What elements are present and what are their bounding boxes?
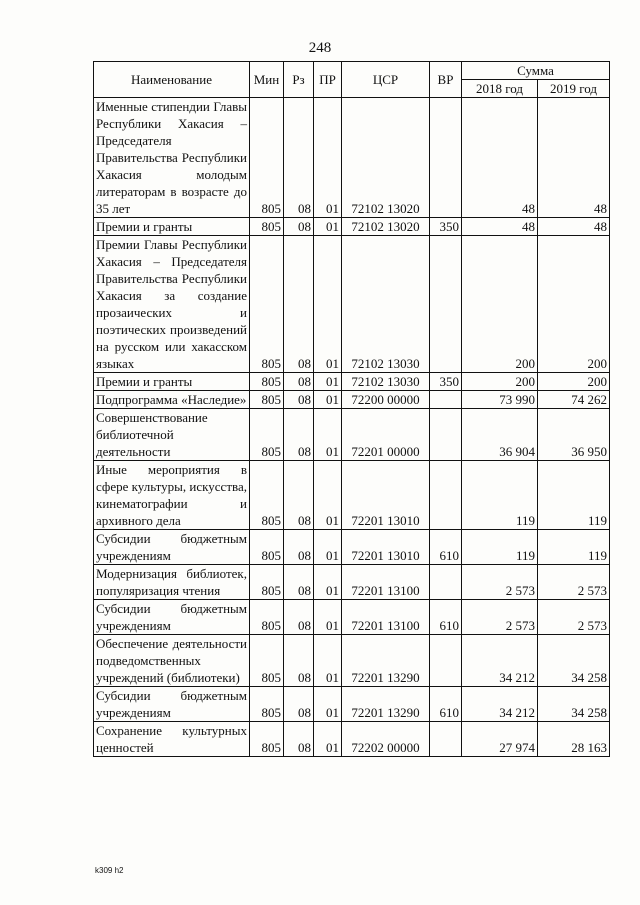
cell-csr: 72200 00000	[342, 391, 430, 409]
cell-rz: 08	[284, 722, 314, 757]
header-min: Мин	[250, 62, 284, 98]
cell-name: Обеспечение деятельности подведомственных учреждений (библиотеки)	[94, 635, 250, 687]
cell-pr: 01	[314, 687, 342, 722]
cell-y2018: 48	[462, 218, 538, 236]
cell-y2019: 28 163	[538, 722, 610, 757]
cell-name: Субсидии бюджетным учреждениям	[94, 687, 250, 722]
cell-y2018: 73 990	[462, 391, 538, 409]
table-row	[94, 98, 610, 218]
cell-y2019: 36 950	[538, 409, 610, 461]
cell-min: 805	[250, 600, 284, 635]
header-pr: ПР	[314, 62, 342, 98]
cell-rz: 08	[284, 565, 314, 600]
cell-y2018: 2 573	[462, 600, 538, 635]
header-rz: Рз	[284, 62, 314, 98]
cell-csr: 72201 13100	[342, 565, 430, 600]
cell-name: Субсидии бюджетным учреждениям	[94, 600, 250, 635]
cell-csr: 72201 13100	[342, 600, 430, 635]
cell-y2019: 34 258	[538, 635, 610, 687]
cell-csr: 72201 00000	[342, 409, 430, 461]
cell-vr: 610	[430, 600, 462, 635]
cell-name: Иные мероприятия в сфере культуры, искусства, кинематографии и архивного дела	[94, 461, 250, 530]
table-row	[94, 236, 610, 373]
cell-min: 805	[250, 461, 284, 530]
cell-min: 805	[250, 391, 284, 409]
cell-vr: 350	[430, 218, 462, 236]
cell-name: Именные стипендии Главы Республики Хакасия – Председателя Правительства Республики Хакасия молодым литераторам в возрасте до 35 лет	[94, 98, 250, 218]
cell-y2019: 119	[538, 461, 610, 530]
cell-name: Подпрограмма «Наследие»	[94, 391, 250, 409]
cell-min: 805	[250, 218, 284, 236]
cell-rz: 08	[284, 373, 314, 391]
cell-min: 805	[250, 98, 284, 218]
table-row	[94, 565, 610, 600]
cell-min: 805	[250, 687, 284, 722]
header-2018: 2018 год	[462, 80, 538, 98]
cell-vr: 350	[430, 373, 462, 391]
header-name: Наименование	[94, 62, 250, 98]
cell-rz: 08	[284, 461, 314, 530]
cell-y2019: 200	[538, 236, 610, 373]
cell-y2018: 119	[462, 461, 538, 530]
cell-vr	[430, 98, 462, 218]
cell-min: 805	[250, 530, 284, 565]
cell-csr: 72201 13290	[342, 635, 430, 687]
cell-rz: 08	[284, 530, 314, 565]
cell-csr: 72102 13030	[342, 373, 430, 391]
cell-rz: 08	[284, 635, 314, 687]
cell-min: 805	[250, 409, 284, 461]
cell-pr: 01	[314, 461, 342, 530]
cell-pr: 01	[314, 218, 342, 236]
cell-vr: 610	[430, 530, 462, 565]
cell-y2019: 2 573	[538, 600, 610, 635]
cell-rz: 08	[284, 409, 314, 461]
cell-csr: 72102 13020	[342, 98, 430, 218]
header-vr: ВР	[430, 62, 462, 98]
table-row	[94, 391, 610, 409]
cell-vr	[430, 409, 462, 461]
cell-vr	[430, 635, 462, 687]
cell-rz: 08	[284, 218, 314, 236]
cell-pr: 01	[314, 722, 342, 757]
cell-name: Сохранение культурных ценностей	[94, 722, 250, 757]
cell-y2019: 34 258	[538, 687, 610, 722]
cell-name: Премии и гранты	[94, 218, 250, 236]
cell-vr	[430, 722, 462, 757]
cell-vr	[430, 461, 462, 530]
cell-name: Субсидии бюджетным учреждениям	[94, 530, 250, 565]
cell-y2018: 48	[462, 98, 538, 218]
cell-csr: 72202 00000	[342, 722, 430, 757]
cell-csr: 72102 13030	[342, 236, 430, 373]
table-row	[94, 461, 610, 530]
cell-y2018: 119	[462, 530, 538, 565]
header-csr: ЦСР	[342, 62, 430, 98]
cell-csr: 72201 13010	[342, 461, 430, 530]
cell-min: 805	[250, 635, 284, 687]
cell-pr: 01	[314, 98, 342, 218]
table-row	[94, 530, 610, 565]
cell-y2019: 74 262	[538, 391, 610, 409]
table-row	[94, 409, 610, 461]
cell-name: Премии и гранты	[94, 373, 250, 391]
cell-name: Премии Главы Республики Хакасия – Председателя Правительства Республики Хакасия за создание прозаических и поэтических произведений на русском или хакасском языках	[94, 236, 250, 373]
cell-y2019: 48	[538, 218, 610, 236]
cell-pr: 01	[314, 391, 342, 409]
cell-rz: 08	[284, 687, 314, 722]
cell-min: 805	[250, 373, 284, 391]
cell-pr: 01	[314, 635, 342, 687]
cell-vr	[430, 236, 462, 373]
cell-csr: 72201 13290	[342, 687, 430, 722]
cell-pr: 01	[314, 565, 342, 600]
cell-min: 805	[250, 236, 284, 373]
cell-name: Модернизация библиотек, популяризация чтения	[94, 565, 250, 600]
cell-y2018: 34 212	[462, 635, 538, 687]
cell-y2018: 34 212	[462, 687, 538, 722]
page-number: 248	[308, 40, 332, 56]
cell-y2018: 2 573	[462, 565, 538, 600]
cell-pr: 01	[314, 409, 342, 461]
cell-y2019: 119	[538, 530, 610, 565]
cell-vr	[430, 391, 462, 409]
header-2019: 2019 год	[538, 80, 610, 98]
cell-rz: 08	[284, 236, 314, 373]
cell-y2019: 2 573	[538, 565, 610, 600]
footer-code: k309 h2	[95, 866, 124, 875]
table-row	[94, 218, 610, 236]
header-sum: Сумма	[462, 62, 610, 80]
cell-y2019: 200	[538, 373, 610, 391]
cell-min: 805	[250, 565, 284, 600]
cell-min: 805	[250, 722, 284, 757]
cell-pr: 01	[314, 236, 342, 373]
cell-vr: 610	[430, 687, 462, 722]
cell-vr	[430, 565, 462, 600]
cell-y2018: 36 904	[462, 409, 538, 461]
cell-pr: 01	[314, 530, 342, 565]
cell-y2019: 48	[538, 98, 610, 218]
budget-table	[93, 61, 610, 757]
table-row	[94, 373, 610, 391]
cell-rz: 08	[284, 391, 314, 409]
cell-y2018: 200	[462, 373, 538, 391]
cell-y2018: 27 974	[462, 722, 538, 757]
cell-csr: 72102 13020	[342, 218, 430, 236]
cell-y2018: 200	[462, 236, 538, 373]
table-row	[94, 635, 610, 687]
cell-rz: 08	[284, 600, 314, 635]
table-row	[94, 722, 610, 757]
cell-rz: 08	[284, 98, 314, 218]
table-row	[94, 687, 610, 722]
cell-pr: 01	[314, 600, 342, 635]
cell-pr: 01	[314, 373, 342, 391]
cell-csr: 72201 13010	[342, 530, 430, 565]
table-row	[94, 600, 610, 635]
cell-name: Совершенствование библиотечной деятельности	[94, 409, 250, 461]
